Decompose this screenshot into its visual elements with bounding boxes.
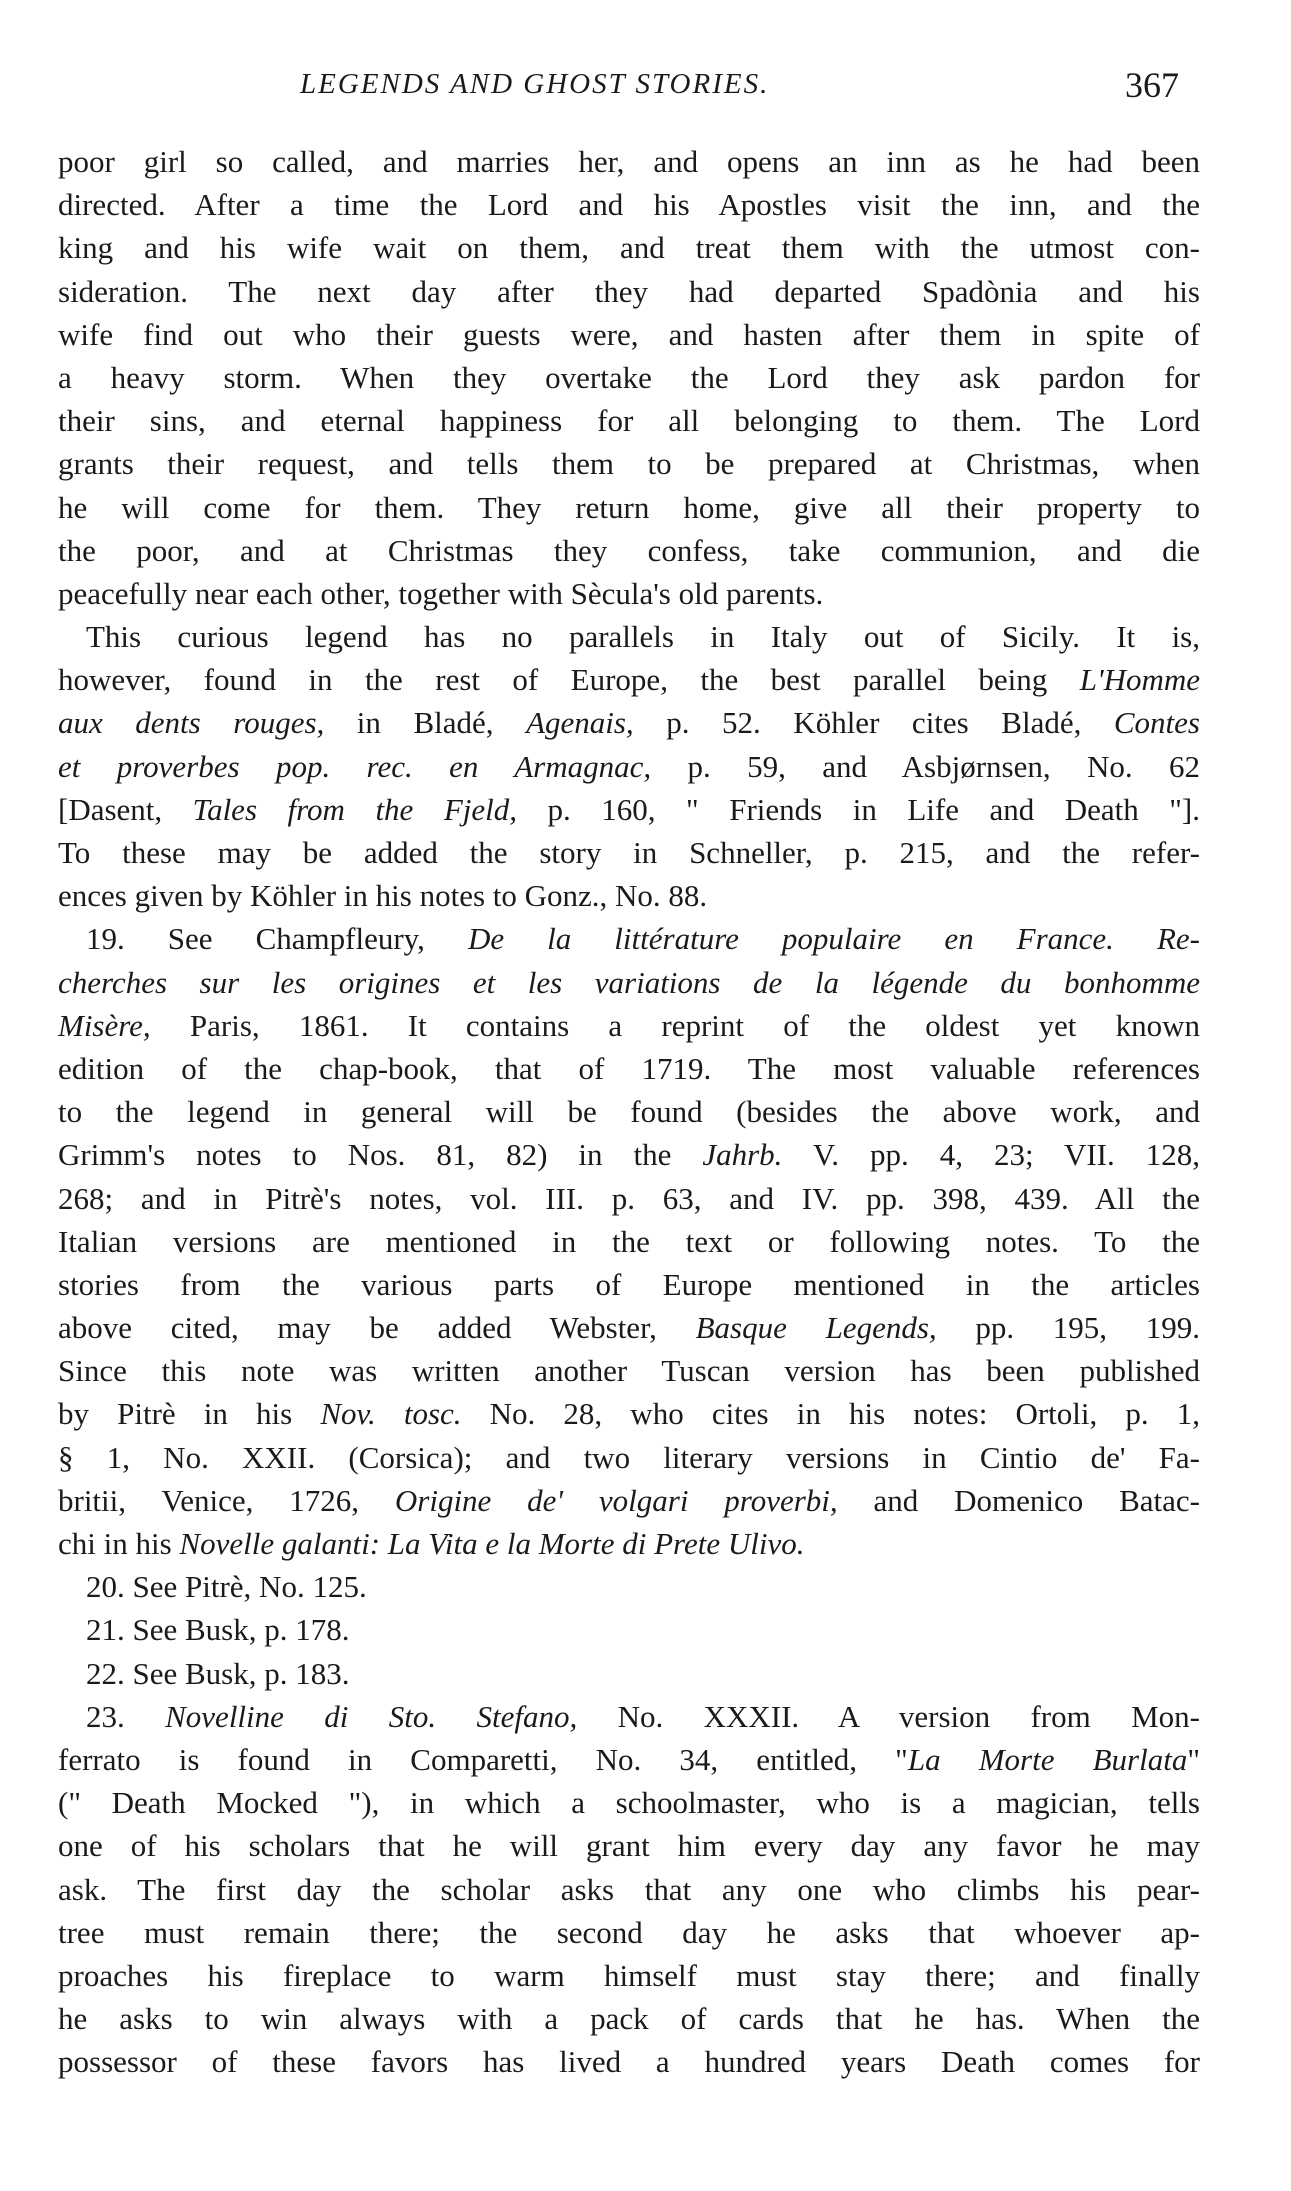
text-line — [58, 1306, 1200, 1349]
text-line — [58, 917, 1200, 960]
text-line: To these may be added the story in Schneller, p. 215, and the refer- — [58, 835, 1200, 870]
text-run: britii, Venice, 1726, — [58, 1482, 395, 1518]
title-run: Novelle galanti: La Vita e la Morte di Prete Ulivo. — [179, 1526, 805, 1561]
text-line: a heavy storm. When they overtake the Lord they ask pardon for — [58, 359, 1200, 395]
text-line: § 1, No. XXII. (Corsica); and two literary versions in Cintio de' Fa- — [58, 1439, 1200, 1475]
text-run: by Pitrè in his — [58, 1396, 321, 1432]
text-line: possessor of these favors has lived a hundred years Death comes for — [58, 2044, 1200, 2080]
title-run: Novelline di Sto. Stefano, — [165, 1698, 578, 1734]
text-line: directed. After a time the Lord and his Apostles visit the inn, and the — [58, 187, 1200, 223]
text-line — [58, 1522, 1200, 1565]
text-line: grants their request, and tells them to be prepared at Christmas, when — [58, 446, 1200, 482]
text-line: ences given by Köhler in his notes to Gonz., No. 88. — [58, 878, 708, 914]
text-run: above cited, may be added Webster, — [58, 1310, 696, 1346]
text-line: he will come for them. They return home, give all their property to — [58, 489, 1200, 525]
text-line — [58, 1392, 1200, 1435]
title-run: Misère, — [58, 1007, 151, 1043]
text-run: in Bladé, — [324, 705, 527, 741]
text-line: the poor, and at Christmas they confess, take communion, and die — [58, 532, 1200, 568]
text-run: pp. 195, 199. — [936, 1310, 1200, 1346]
text-line — [58, 701, 1200, 744]
text-line: This curious legend has no parallels in Italy out of Sicily. It is, — [86, 619, 1200, 655]
text-run: p. 52. Köhler cites Bladé, — [633, 705, 1114, 741]
title-run: Nov. tosc. — [320, 1396, 462, 1432]
text-line: ask. The first day the scholar asks that any one who climbs his pear- — [58, 1871, 1200, 1907]
note-line: 21. See Busk, p. 178. — [86, 1612, 350, 1648]
running-head: LEGENDS AND GHOST STORIES. — [300, 68, 770, 100]
title-run: La Morte Burlata — [907, 1741, 1188, 1777]
text-line: king and his wife wait on them, and treat them with the utmost con- — [58, 230, 1200, 266]
text-run: 19. See Champfleury, — [86, 921, 468, 957]
text-line: tree must remain there; the second day he asks that whoever ap- — [58, 1914, 1200, 1950]
text-line — [58, 745, 1200, 788]
text-run: V. pp. 4, 23; VII. 128, — [782, 1137, 1200, 1173]
text-line: edition of the chap-book, that of 1719. The most valuable references — [58, 1050, 1200, 1086]
note-line: 20. See Pitrè, No. 125. — [86, 1569, 367, 1605]
text-run: [Dasent, — [58, 791, 193, 827]
text-line: sideration. The next day after they had departed Spadònia and his — [58, 273, 1200, 309]
text-line: stories from the various parts of Europe mentioned in the articles — [58, 1266, 1200, 1302]
title-run: Contes — [1113, 705, 1200, 741]
text-line: wife find out who their guests were, and hasten after them in spite of — [58, 316, 1200, 352]
text-line — [58, 1695, 1200, 1738]
title-run: Agenais, — [526, 705, 634, 741]
text-line — [58, 788, 1200, 831]
text-run: No. 28, who cites in his notes: Ortoli, p. 1, — [461, 1396, 1200, 1432]
title-run: Basque Legends, — [695, 1310, 937, 1346]
text-line — [58, 658, 1200, 701]
text-run: No. XXXII. A version from Mon- — [577, 1698, 1200, 1734]
text-line: peacefully near each other, together with Sècula's old parents. — [58, 575, 824, 611]
title-run: Jahrb. — [702, 1137, 783, 1173]
title-run: L'Homme — [1079, 662, 1200, 698]
title-run: et proverbes pop. rec. en Armagnac, — [58, 748, 652, 784]
text-line: (" Death Mocked "), in which a schoolmaster, who is a magician, tells — [58, 1785, 1200, 1821]
text-line — [58, 1133, 1200, 1176]
text-run: chi in his — [58, 1526, 180, 1561]
page-number: 367 — [1125, 65, 1179, 105]
text-run: p. 59, and Asbjørnsen, No. 62 — [651, 748, 1200, 784]
body-text — [58, 140, 1200, 2083]
note-line: 22. See Busk, p. 183. — [86, 1655, 350, 1691]
text-line: their sins, and eternal happiness for all belonging to them. The Lord — [58, 403, 1200, 439]
text-run: " — [1187, 1741, 1200, 1777]
text-line: 268; and in Pitrè's notes, vol. III. p. 63, and IV. pp. 398, 439. All the — [58, 1180, 1200, 1216]
title-run: aux dents rouges, — [58, 705, 325, 741]
title-run: Origine de' volgari proverbi, — [394, 1482, 838, 1518]
title-run: Tales from the Fjeld, — [192, 791, 517, 827]
text-line: Since this note was written another Tuscan version has been published — [58, 1353, 1200, 1389]
text-line: cherches sur les origines et les variations de la légende du bonhomme — [58, 964, 1200, 1000]
text-line — [58, 1738, 1200, 1781]
text-run: ferrato is found in Comparetti, No. 34, entitled, " — [58, 1741, 908, 1777]
text-run: p. 160, " Friends in Life and Death "]. — [517, 791, 1201, 827]
text-line: proaches his fireplace to warm himself must stay there; and finally — [58, 1957, 1200, 1993]
text-run: and Domenico Batac- — [837, 1482, 1201, 1518]
text-line: poor girl so called, and marries her, and opens an inn as he had been — [58, 144, 1200, 179]
text-line: one of his scholars that he will grant him every day any favor he may — [58, 1828, 1200, 1864]
text-line — [58, 1479, 1200, 1522]
text-run: however, found in the rest of Europe, the best parallel being — [58, 662, 1080, 698]
title-run: De la littérature populaire en France. Re- — [467, 921, 1200, 957]
text-run: Grimm's notes to Nos. 81, 82) in the — [58, 1137, 703, 1173]
text-line — [58, 1004, 1200, 1047]
text-line: he asks to win always with a pack of cards that he has. When the — [58, 2001, 1200, 2037]
text-line: Italian versions are mentioned in the text or following notes. To the — [58, 1223, 1200, 1259]
text-run: Paris, 1861. It contains a reprint of the oldest yet known — [150, 1007, 1200, 1043]
text-run: 23. — [86, 1698, 166, 1734]
text-line: to the legend in general will be found (besides the above work, and — [58, 1094, 1200, 1130]
